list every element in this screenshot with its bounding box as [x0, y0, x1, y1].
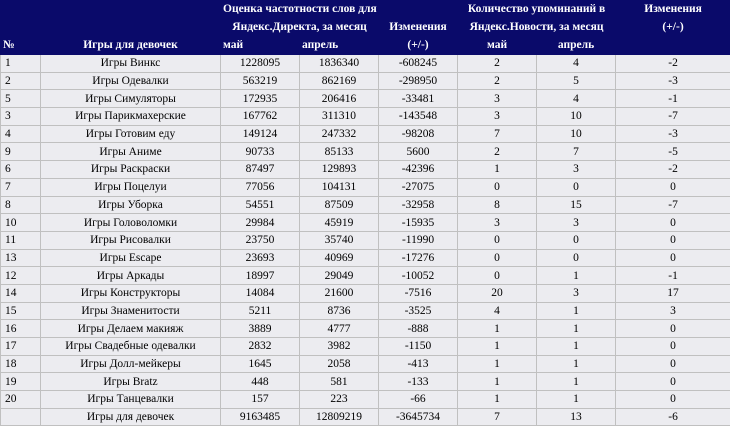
- row-number: 6: [1, 161, 41, 179]
- yn-may-value: 20: [458, 284, 537, 302]
- yd-april-value: 4777: [300, 320, 379, 338]
- table-row: [1, 284, 730, 302]
- yd-april-value: 40969: [300, 249, 379, 267]
- yn-may-value: 3: [458, 108, 537, 126]
- yd-april-value: 862169: [300, 72, 379, 90]
- yn-may-header: май: [458, 37, 537, 55]
- yn-may-value: 4: [458, 302, 537, 320]
- yn-may-value: 0: [458, 231, 537, 249]
- yd-may-value: 563219: [221, 72, 300, 90]
- yn-may-value: 3: [458, 90, 537, 108]
- yd-change-header-line2: (+/-): [379, 37, 458, 55]
- yd-april-value: 104131: [300, 178, 379, 196]
- yd-change-value: -413: [379, 355, 458, 373]
- yn-may-value: 7: [458, 408, 537, 426]
- yn-group-header-line1: Количество упоминаний в: [458, 1, 616, 19]
- table-row: [1, 55, 730, 73]
- yd-may-value: 87497: [221, 161, 300, 179]
- game-name: Игры Готовим еду: [41, 125, 221, 143]
- yn-april-value: 1: [537, 302, 616, 320]
- yn-change-value: -1: [616, 267, 730, 285]
- yn-may-value: 1: [458, 320, 537, 338]
- table-row: [1, 320, 730, 338]
- table-row: [1, 178, 730, 196]
- yn-change-value: 0: [616, 231, 730, 249]
- yd-may-value: 3889: [221, 320, 300, 338]
- yd-change-value: -298950: [379, 72, 458, 90]
- table-row: [1, 90, 730, 108]
- yd-change-value: -608245: [379, 55, 458, 73]
- yd-may-value: 54551: [221, 196, 300, 214]
- yd-april-value: 129893: [300, 161, 379, 179]
- table-row: [1, 108, 730, 126]
- table-row: [1, 72, 730, 90]
- game-name: Игры Одевалки: [41, 72, 221, 90]
- table-row: [1, 391, 730, 409]
- yd-may-value: 149124: [221, 125, 300, 143]
- yd-may-value: 18997: [221, 267, 300, 285]
- yn-april-value: 0: [537, 231, 616, 249]
- yn-april-value: 1: [537, 355, 616, 373]
- row-number: 9: [1, 143, 41, 161]
- yd-may-header: май: [221, 37, 300, 55]
- yd-april-header: апрель: [300, 37, 379, 55]
- yn-may-value: 2: [458, 72, 537, 90]
- yn-april-value: 3: [537, 284, 616, 302]
- yd-may-value: 90733: [221, 143, 300, 161]
- yd-may-value: 167762: [221, 108, 300, 126]
- games-header: Игры для девочек: [41, 37, 221, 55]
- row-number: 15: [1, 302, 41, 320]
- yd-change-value: 5600: [379, 143, 458, 161]
- row-number: 20: [1, 391, 41, 409]
- yn-may-value: 8: [458, 196, 537, 214]
- yd-change-value: -888: [379, 320, 458, 338]
- yn-april-value: 13: [537, 408, 616, 426]
- yd-change-header-line1: Изменения: [379, 19, 458, 37]
- game-name: Игры Escape: [41, 249, 221, 267]
- yd-may-value: 157: [221, 391, 300, 409]
- yn-april-value: 7: [537, 143, 616, 161]
- row-number: 4: [1, 125, 41, 143]
- yn-may-value: 3: [458, 214, 537, 232]
- yn-change-value: 0: [616, 373, 730, 391]
- yn-may-value: 0: [458, 178, 537, 196]
- row-number: 17: [1, 338, 41, 356]
- yd-may-value: 172935: [221, 90, 300, 108]
- table-row: [1, 196, 730, 214]
- yn-may-value: 2: [458, 55, 537, 73]
- yn-may-value: 1: [458, 355, 537, 373]
- row-number: 5: [1, 90, 41, 108]
- yd-april-value: 247332: [300, 125, 379, 143]
- game-name: Игры для девочек: [41, 408, 221, 426]
- yn-change-value: 0: [616, 355, 730, 373]
- game-name: Игры Долл-мейкеры: [41, 355, 221, 373]
- game-name: Игры Парикмахерские: [41, 108, 221, 126]
- total-row: [1, 408, 730, 426]
- yn-may-value: 7: [458, 125, 537, 143]
- yd-change-value: -133: [379, 373, 458, 391]
- row-number: 19: [1, 373, 41, 391]
- yd-change-value: -7516: [379, 284, 458, 302]
- game-name: Игры Знаменитости: [41, 302, 221, 320]
- row-number: [1, 408, 41, 426]
- yd-change-value: -15935: [379, 214, 458, 232]
- game-name: Игры Поцелуи: [41, 178, 221, 196]
- yn-change-value: -6: [616, 408, 730, 426]
- yd-may-value: 5211: [221, 302, 300, 320]
- yn-april-value: 1: [537, 267, 616, 285]
- yd-may-value: 14084: [221, 284, 300, 302]
- table-row: [1, 161, 730, 179]
- row-number: 12: [1, 267, 41, 285]
- yn-change-value: -3: [616, 125, 730, 143]
- yn-change-header-line2: (+/-): [616, 19, 730, 37]
- yn-change-value: -7: [616, 196, 730, 214]
- row-number: 18: [1, 355, 41, 373]
- yd-change-value: -42396: [379, 161, 458, 179]
- yd-group-header-line2: Яндекс.Директа, за месяц: [221, 19, 379, 37]
- yn-april-value: 10: [537, 125, 616, 143]
- yn-april-value: 1: [537, 320, 616, 338]
- table-row: [1, 267, 730, 285]
- yd-april-value: 206416: [300, 90, 379, 108]
- yn-may-value: 2: [458, 143, 537, 161]
- table-header: [1, 1, 730, 55]
- yn-april-value: 3: [537, 161, 616, 179]
- yd-may-value: 9163485: [221, 408, 300, 426]
- table-row: [1, 338, 730, 356]
- yd-april-value: 29049: [300, 267, 379, 285]
- game-name: Игры Конструкторы: [41, 284, 221, 302]
- yn-may-value: 1: [458, 391, 537, 409]
- yn-change-value: 0: [616, 391, 730, 409]
- yd-may-value: 23750: [221, 231, 300, 249]
- game-name: Игры Головоломки: [41, 214, 221, 232]
- yd-april-value: 8736: [300, 302, 379, 320]
- yd-april-value: 3982: [300, 338, 379, 356]
- yd-april-value: 2058: [300, 355, 379, 373]
- yd-may-value: 448: [221, 373, 300, 391]
- row-number: 1: [1, 55, 41, 73]
- yn-change-value: -2: [616, 55, 730, 73]
- yn-may-value: 1: [458, 373, 537, 391]
- row-number: 16: [1, 320, 41, 338]
- yd-change-value: -3645734: [379, 408, 458, 426]
- yd-april-value: 311310: [300, 108, 379, 126]
- yd-may-value: 23693: [221, 249, 300, 267]
- yn-change-value: 0: [616, 320, 730, 338]
- game-name: Игры Делаем макияж: [41, 320, 221, 338]
- yd-may-value: 77056: [221, 178, 300, 196]
- yn-april-value: 4: [537, 55, 616, 73]
- table-row: [1, 214, 730, 232]
- game-name: Игры Раскраски: [41, 161, 221, 179]
- yn-april-value: 1: [537, 338, 616, 356]
- yn-april-value: 0: [537, 178, 616, 196]
- game-name: Игры Bratz: [41, 373, 221, 391]
- table-row: [1, 373, 730, 391]
- yd-change-value: -11990: [379, 231, 458, 249]
- yn-change-value: 0: [616, 214, 730, 232]
- yd-may-value: 2832: [221, 338, 300, 356]
- yd-group-header-line1: Оценка частотности слов для: [221, 1, 379, 19]
- yn-change-value: -7: [616, 108, 730, 126]
- yn-april-value: 0: [537, 249, 616, 267]
- game-name: Игры Рисовалки: [41, 231, 221, 249]
- row-number: 8: [1, 196, 41, 214]
- row-number: 13: [1, 249, 41, 267]
- yd-change-value: -98208: [379, 125, 458, 143]
- yd-april-value: 87509: [300, 196, 379, 214]
- row-number: 11: [1, 231, 41, 249]
- game-name: Игры Симуляторы: [41, 90, 221, 108]
- yd-april-value: 12809219: [300, 408, 379, 426]
- yn-april-header: апрель: [537, 37, 616, 55]
- table-row: [1, 231, 730, 249]
- table-row: [1, 143, 730, 161]
- yd-april-value: 85133: [300, 143, 379, 161]
- game-name: Игры Уборка: [41, 196, 221, 214]
- row-number: 7: [1, 178, 41, 196]
- yn-change-value: 0: [616, 178, 730, 196]
- yd-april-value: 1836340: [300, 55, 379, 73]
- yn-change-value: 3: [616, 302, 730, 320]
- yd-change-value: -27075: [379, 178, 458, 196]
- table-row: [1, 302, 730, 320]
- yn-april-value: 5: [537, 72, 616, 90]
- yd-change-value: -10052: [379, 267, 458, 285]
- yd-change-value: -66: [379, 391, 458, 409]
- yd-change-value: -1150: [379, 338, 458, 356]
- game-name: Игры Свадебные одевалки: [41, 338, 221, 356]
- table-row: [1, 249, 730, 267]
- game-name: Игры Аниме: [41, 143, 221, 161]
- yd-april-value: 223: [300, 391, 379, 409]
- yn-april-value: 1: [537, 373, 616, 391]
- table-body: [1, 55, 730, 426]
- yn-may-value: 0: [458, 267, 537, 285]
- yd-april-value: 45919: [300, 214, 379, 232]
- yn-change-header-line1: Изменения: [616, 1, 730, 19]
- yd-change-value: -33481: [379, 90, 458, 108]
- row-number: 14: [1, 284, 41, 302]
- game-name: Игры Аркады: [41, 267, 221, 285]
- table-row: [1, 355, 730, 373]
- yn-may-value: 1: [458, 338, 537, 356]
- game-name: Игры Танцевалки: [41, 391, 221, 409]
- yd-april-value: 35740: [300, 231, 379, 249]
- yn-april-value: 3: [537, 214, 616, 232]
- yn-april-value: 1: [537, 391, 616, 409]
- yd-change-value: -3525: [379, 302, 458, 320]
- yd-change-value: -17276: [379, 249, 458, 267]
- yd-april-value: 581: [300, 373, 379, 391]
- num-header: №: [1, 37, 41, 55]
- yn-change-value: 0: [616, 249, 730, 267]
- yd-may-value: 1228095: [221, 55, 300, 73]
- yn-april-value: 4: [537, 90, 616, 108]
- yn-group-header-line2: Яндекс.Новости, за месяц: [458, 19, 616, 37]
- row-number: 10: [1, 214, 41, 232]
- yn-change-value: 17: [616, 284, 730, 302]
- yn-change-value: 0: [616, 338, 730, 356]
- table-row: [1, 125, 730, 143]
- yd-april-value: 21600: [300, 284, 379, 302]
- yd-change-value: -32958: [379, 196, 458, 214]
- yn-change-value: -2: [616, 161, 730, 179]
- yn-may-value: 0: [458, 249, 537, 267]
- row-number: 2: [1, 72, 41, 90]
- game-name: Игры Винкс: [41, 55, 221, 73]
- yn-change-value: -1: [616, 90, 730, 108]
- yn-may-value: 1: [458, 161, 537, 179]
- yn-change-value: -3: [616, 72, 730, 90]
- yn-april-value: 15: [537, 196, 616, 214]
- yn-april-value: 10: [537, 108, 616, 126]
- yd-may-value: 1645: [221, 355, 300, 373]
- row-number: 3: [1, 108, 41, 126]
- yn-change-value: -5: [616, 143, 730, 161]
- yd-may-value: 29984: [221, 214, 300, 232]
- yd-change-value: -143548: [379, 108, 458, 126]
